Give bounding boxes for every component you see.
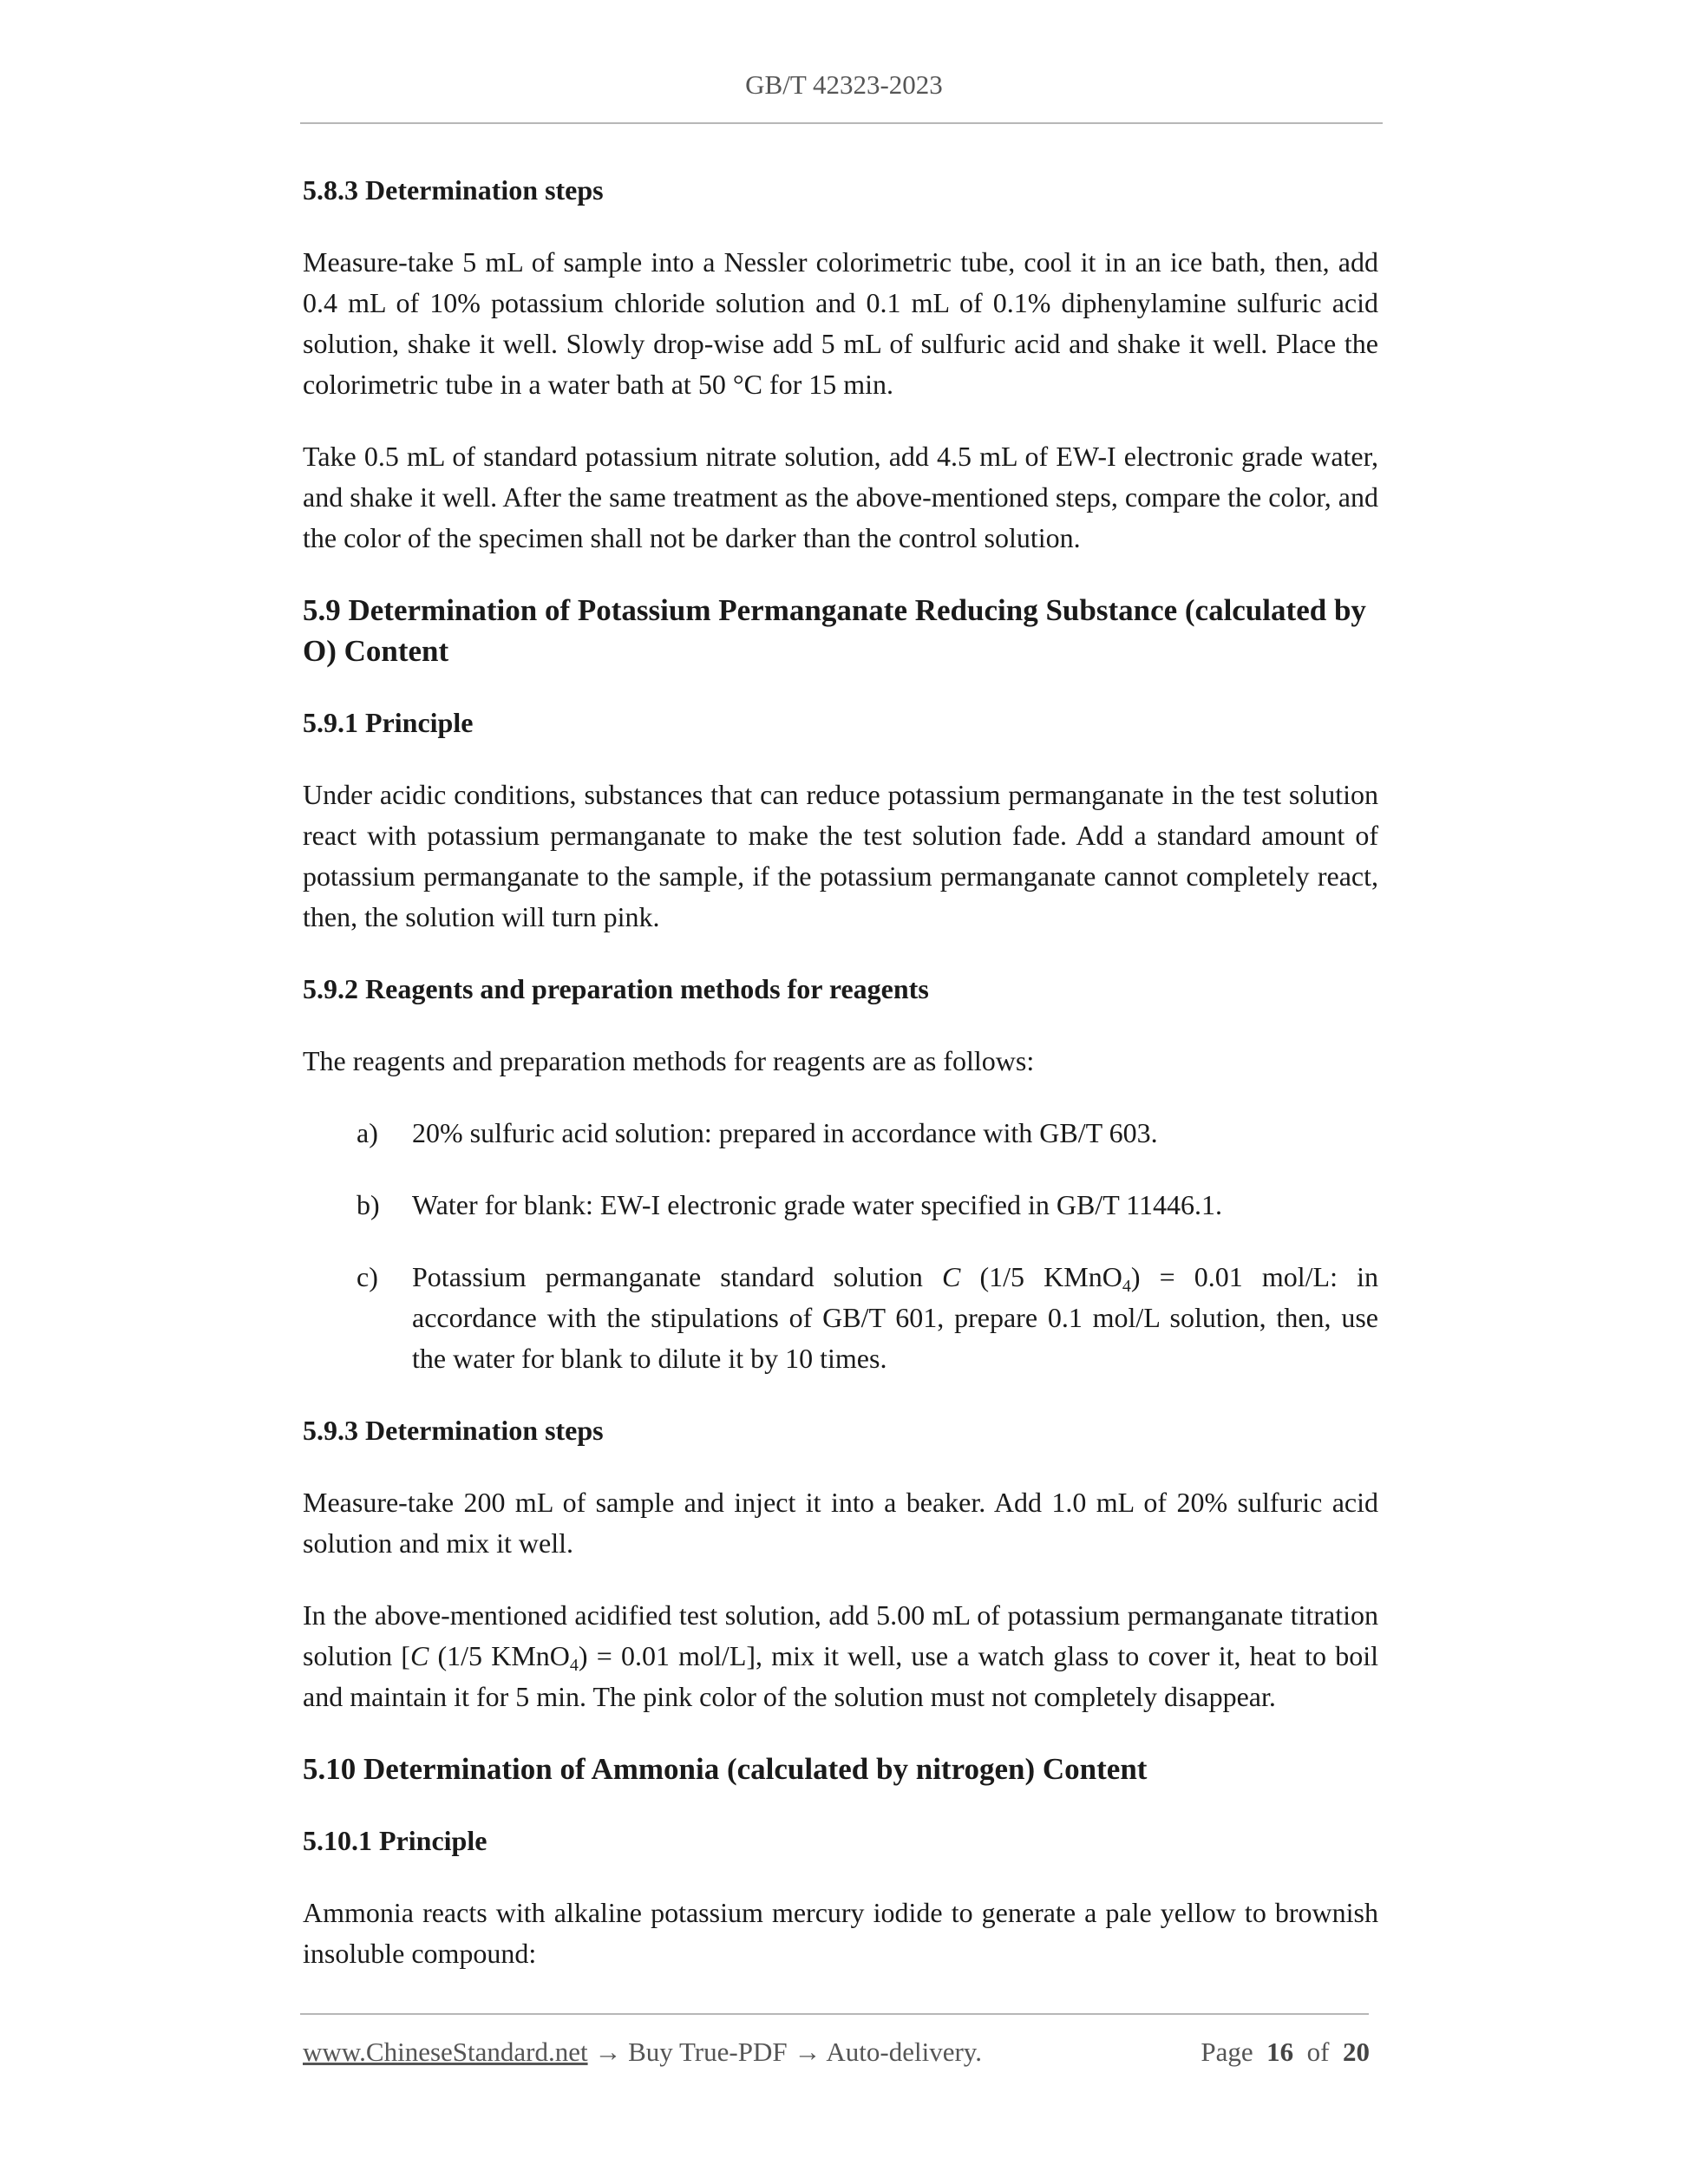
concentration-symbol: C: [409, 1640, 429, 1671]
section-5-10-1-heading: 5.10.1 Principle: [303, 1825, 487, 1856]
list-item: [303, 1185, 1378, 1226]
section-5-9-1-paragraph: Under acidic conditions, substances that can reduce potassium permanganate in the test solution react with potassium permanganate to make the test solution fade. Add a standard amount of potassium permanganate to the sample, if the potassium permanganate cannot completely react, then, the solution will turn pink.: [303, 779, 1378, 932]
section-5-9-1-heading: 5.9.1 Principle: [303, 707, 474, 738]
arrow-icon: →: [787, 2037, 827, 2067]
reagent-list: [303, 1113, 1378, 1379]
text-run: Potassium permanganate standard solution: [412, 1261, 943, 1292]
text-run: ) = 0.01 mol/L: in accordance with the stipulations of GB/T 601, prepare 0.1 mol/L solution, then, use the water for blank to dilute it by 10 times.: [412, 1261, 1378, 1374]
document-body: [303, 170, 1378, 2005]
section-5-9-3-paragraph-1: Measure-take 200 mL of sample and inject it into a beaker. Add 1.0 mL of 20% sulfuric acid solution and mix it well.: [303, 1487, 1378, 1559]
list-item-text: Water for blank: EW-I electronic grade water specified in GB/T 11446.1.: [412, 1189, 1222, 1220]
section-5-9-heading: 5.9 Determination of Potassium Permanganate Reducing Substance (calculated by O) Content: [303, 593, 1366, 668]
header-divider: [300, 122, 1383, 124]
text-run: In the above-mentioned acidified test solution, add 5.00 mL of potassium permanganate titration solution [: [303, 1599, 1378, 1671]
page-number: 16: [1266, 2037, 1294, 2067]
footer-divider: [300, 2013, 1369, 2015]
delivery-text: Auto-delivery.: [826, 2037, 983, 2067]
list-item: [303, 1257, 1378, 1379]
concentration-symbol: C: [942, 1261, 961, 1292]
buy-text: Buy True-PDF: [628, 2037, 788, 2067]
section-5-9-3-paragraph-2: [303, 1595, 1378, 1717]
list-marker: c): [357, 1261, 378, 1292]
subscript: 4: [1122, 1277, 1131, 1296]
section-5-10-1-paragraph: Ammonia reacts with alkaline potassium mercury iodide to generate a pale yellow to brownish insoluble compound:: [303, 1897, 1378, 1969]
list-marker: a): [357, 1117, 378, 1148]
page-header: GB/T 42323-2023: [745, 69, 943, 100]
footer-promo: [303, 2033, 982, 2071]
of-label: of: [1306, 2037, 1330, 2067]
list-item-text: 20% sulfuric acid solution: prepared in accordance with GB/T 603.: [412, 1117, 1158, 1148]
section-5-8-3-heading: 5.8.3 Determination steps: [303, 174, 604, 206]
text-run: (1/5 KMnO: [960, 1261, 1122, 1292]
section-5-9-3-heading: 5.9.3 Determination steps: [303, 1415, 604, 1446]
page-label: Page: [1201, 2037, 1253, 2067]
page-counter: [1201, 2033, 1370, 2071]
text-run: ) = 0.01 mol/L], mix it well, use a watch glass to cover it, heat to boil and maintain it for 5 min. The pink color of the solution must not completely disappear.: [303, 1640, 1379, 1712]
website-link[interactable]: www.ChineseStandard.net: [303, 2037, 588, 2067]
section-5-8-3-paragraph-1: Measure-take 5 mL of sample into a Nessler colorimetric tube, cool it in an ice bath, then, add 0.4 mL of 10% potassium chloride solution and 0.1 mL of 0.1% diphenylamine sulfuric acid solution, shake it well. Slowly drop-wise add 5 mL of sulfuric acid and shake it well. Place the colorimetric tube in a water bath at 50 °C for 15 min.: [303, 246, 1378, 400]
list-item: [303, 1113, 1378, 1154]
total-pages: 20: [1343, 2037, 1370, 2067]
section-5-8-3-paragraph-2: Take 0.5 mL of standard potassium nitrate solution, add 4.5 mL of EW-I electronic grade water, and shake it well. After the same treatment as the above-mentioned steps, compare the color, and the color of the specimen shall not be darker than the control solution.: [303, 441, 1378, 553]
list-marker: b): [357, 1189, 380, 1220]
arrow-icon: →: [587, 2037, 629, 2067]
subscript: 4: [569, 1656, 579, 1675]
text-run: (1/5 KMnO: [429, 1640, 570, 1671]
section-5-10-heading: 5.10 Determination of Ammonia (calculated by nitrogen) Content: [303, 1752, 1148, 1786]
section-5-9-2-heading: 5.9.2 Reagents and preparation methods for reagents: [303, 973, 929, 1004]
list-item-text: [412, 1257, 1378, 1379]
section-5-9-2-intro: The reagents and preparation methods for reagents are as follows:: [303, 1045, 1035, 1076]
